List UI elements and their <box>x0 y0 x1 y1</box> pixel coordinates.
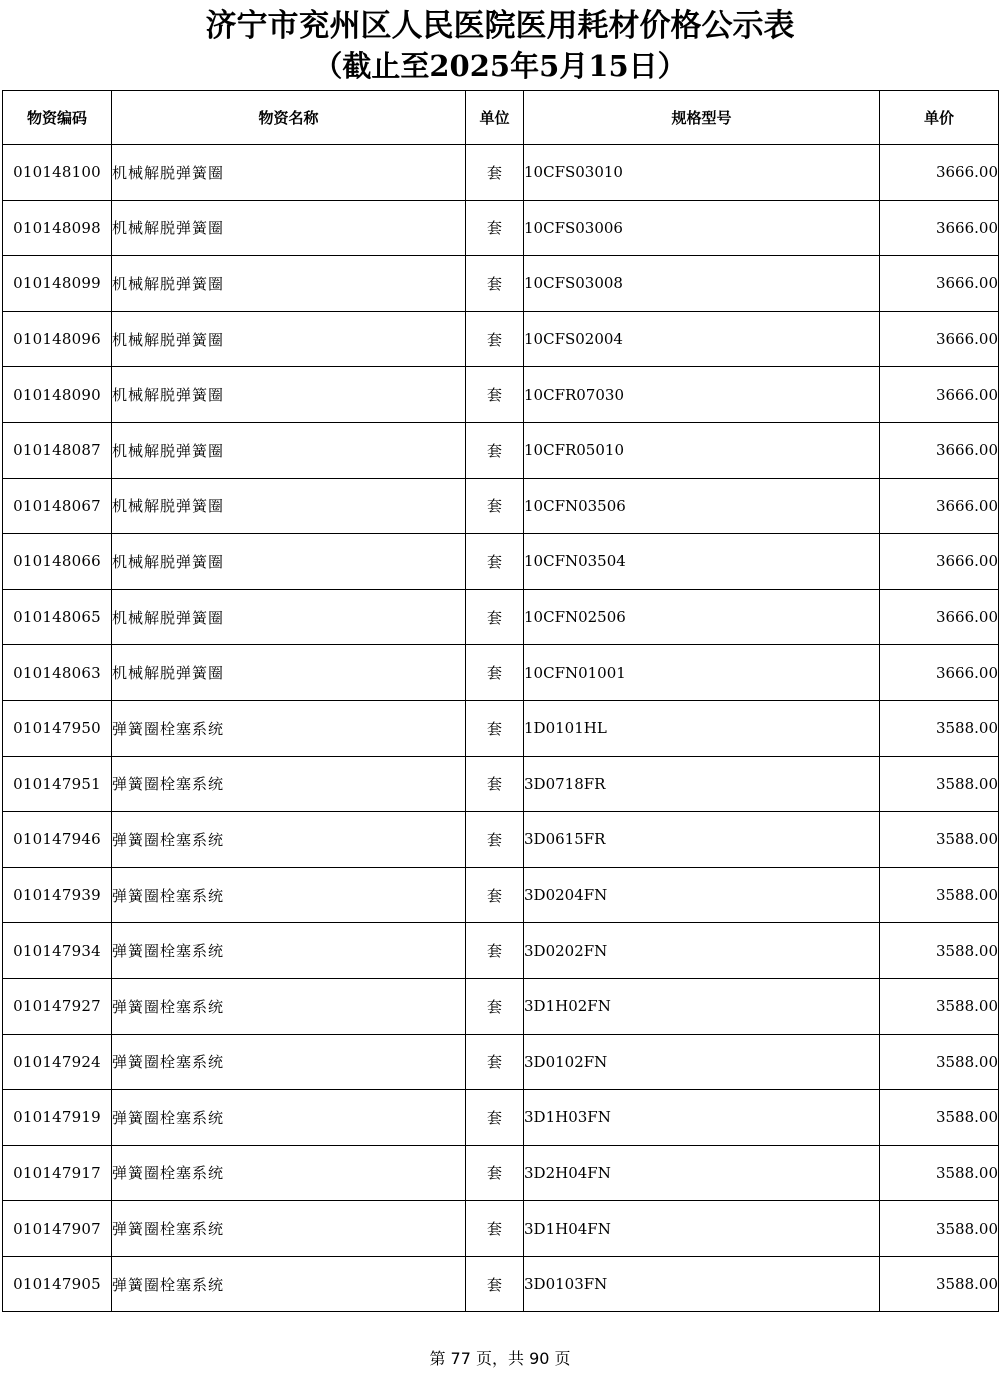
cell-name: 弹簧圈栓塞系统 <box>112 1034 466 1090</box>
table-row <box>3 256 999 312</box>
cell-name: 机械解脱弹簧圈 <box>112 645 466 701</box>
table-row <box>3 478 999 534</box>
cell-unit: 套 <box>466 923 524 979</box>
table-row <box>3 534 999 590</box>
cell-spec: 3D1H04FN <box>524 1201 880 1257</box>
cell-name: 机械解脱弹簧圈 <box>112 478 466 534</box>
cell-spec: 10CFR05010 <box>524 422 880 478</box>
cell-unit: 套 <box>466 367 524 423</box>
cell-spec: 3D0615FR <box>524 812 880 868</box>
cell-unit: 套 <box>466 256 524 312</box>
table-row <box>3 700 999 756</box>
cell-spec: 3D1H02FN <box>524 978 880 1034</box>
cell-price: 3666.00 <box>880 367 999 423</box>
cell-spec: 3D0103FN <box>524 1256 880 1312</box>
table-row <box>3 1256 999 1312</box>
cell-price: 3588.00 <box>880 923 999 979</box>
cell-code: 010148099 <box>3 256 112 312</box>
cell-unit: 套 <box>466 589 524 645</box>
table-row <box>3 145 999 201</box>
cell-name: 弹簧圈栓塞系统 <box>112 1090 466 1146</box>
cell-unit: 套 <box>466 311 524 367</box>
cell-spec: 10CFR07030 <box>524 367 880 423</box>
cell-spec: 3D0718FR <box>524 756 880 812</box>
cell-code: 010147907 <box>3 1201 112 1257</box>
cell-code: 010147934 <box>3 923 112 979</box>
cell-spec: 10CFS03006 <box>524 200 880 256</box>
cell-unit: 套 <box>466 700 524 756</box>
cell-unit: 套 <box>466 1201 524 1257</box>
cell-name: 机械解脱弹簧圈 <box>112 145 466 201</box>
cell-unit: 套 <box>466 1145 524 1201</box>
table-row <box>3 812 999 868</box>
cell-price: 3666.00 <box>880 534 999 590</box>
cell-code: 010148090 <box>3 367 112 423</box>
cell-spec: 3D2H04FN <box>524 1145 880 1201</box>
cell-name: 弹簧圈栓塞系统 <box>112 978 466 1034</box>
cell-unit: 套 <box>466 645 524 701</box>
cell-unit: 套 <box>466 1090 524 1146</box>
cell-price: 3666.00 <box>880 645 999 701</box>
cell-price: 3666.00 <box>880 200 999 256</box>
cell-price: 3588.00 <box>880 978 999 1034</box>
cell-name: 弹簧圈栓塞系统 <box>112 700 466 756</box>
cell-price: 3666.00 <box>880 145 999 201</box>
cell-name: 弹簧圈栓塞系统 <box>112 923 466 979</box>
table-row <box>3 867 999 923</box>
header-code: 物资编码 <box>3 91 112 145</box>
cell-price: 3588.00 <box>880 1201 999 1257</box>
table-row <box>3 645 999 701</box>
cell-unit: 套 <box>466 478 524 534</box>
cell-name: 机械解脱弹簧圈 <box>112 534 466 590</box>
table-row <box>3 1034 999 1090</box>
cell-name: 弹簧圈栓塞系统 <box>112 1201 466 1257</box>
cell-code: 010147946 <box>3 812 112 868</box>
cell-code: 010148067 <box>3 478 112 534</box>
cell-code: 010147927 <box>3 978 112 1034</box>
table-body <box>3 145 999 1312</box>
cell-code: 010147917 <box>3 1145 112 1201</box>
cell-code: 010147950 <box>3 700 112 756</box>
cell-unit: 套 <box>466 756 524 812</box>
table-row <box>3 923 999 979</box>
cell-name: 机械解脱弹簧圈 <box>112 589 466 645</box>
cell-name: 弹簧圈栓塞系统 <box>112 756 466 812</box>
cell-name: 机械解脱弹簧圈 <box>112 200 466 256</box>
cell-unit: 套 <box>466 978 524 1034</box>
cell-spec: 10CFN03506 <box>524 478 880 534</box>
price-table <box>2 90 999 1312</box>
cell-spec: 1D0101HL <box>524 700 880 756</box>
header-unit: 单位 <box>466 91 524 145</box>
cell-price: 3588.00 <box>880 1090 999 1146</box>
cell-unit: 套 <box>466 1034 524 1090</box>
cell-code: 010147939 <box>3 867 112 923</box>
cell-price: 3666.00 <box>880 589 999 645</box>
cell-price: 3666.00 <box>880 256 999 312</box>
cell-code: 010147919 <box>3 1090 112 1146</box>
cell-spec: 10CFN01001 <box>524 645 880 701</box>
header-name: 物资名称 <box>112 91 466 145</box>
cell-code: 010148087 <box>3 422 112 478</box>
table-row <box>3 200 999 256</box>
table-row <box>3 311 999 367</box>
table-row <box>3 1145 999 1201</box>
cell-price: 3588.00 <box>880 867 999 923</box>
cell-spec: 3D0204FN <box>524 867 880 923</box>
cell-code: 010148096 <box>3 311 112 367</box>
cell-price: 3588.00 <box>880 1034 999 1090</box>
cell-unit: 套 <box>466 534 524 590</box>
cell-code: 010148100 <box>3 145 112 201</box>
cell-unit: 套 <box>466 145 524 201</box>
cell-price: 3588.00 <box>880 700 999 756</box>
cell-price: 3666.00 <box>880 311 999 367</box>
table-row <box>3 367 999 423</box>
cell-spec: 3D1H03FN <box>524 1090 880 1146</box>
cell-code: 010148065 <box>3 589 112 645</box>
cell-price: 3666.00 <box>880 422 999 478</box>
header-price: 单价 <box>880 91 999 145</box>
cell-price: 3588.00 <box>880 1145 999 1201</box>
cell-price: 3588.00 <box>880 812 999 868</box>
cell-name: 机械解脱弹簧圈 <box>112 422 466 478</box>
table-row <box>3 589 999 645</box>
cell-spec: 10CFN02506 <box>524 589 880 645</box>
table-row <box>3 978 999 1034</box>
cell-name: 弹簧圈栓塞系统 <box>112 1256 466 1312</box>
cell-unit: 套 <box>466 812 524 868</box>
cell-unit: 套 <box>466 867 524 923</box>
cell-spec: 10CFS03008 <box>524 256 880 312</box>
cell-price: 3666.00 <box>880 478 999 534</box>
cell-spec: 3D0202FN <box>524 923 880 979</box>
cell-code: 010147924 <box>3 1034 112 1090</box>
cell-spec: 10CFN03504 <box>524 534 880 590</box>
cell-name: 弹簧圈栓塞系统 <box>112 867 466 923</box>
header-spec: 规格型号 <box>524 91 880 145</box>
cell-spec: 3D0102FN <box>524 1034 880 1090</box>
cell-code: 010148063 <box>3 645 112 701</box>
table-row <box>3 1201 999 1257</box>
cell-code: 010148066 <box>3 534 112 590</box>
cell-name: 弹簧圈栓塞系统 <box>112 1145 466 1201</box>
cell-unit: 套 <box>466 200 524 256</box>
page-subtitle: （截止至2025年5月15日） <box>313 49 687 83</box>
table-header-row <box>3 91 999 145</box>
cell-code: 010147905 <box>3 1256 112 1312</box>
cell-name: 弹簧圈栓塞系统 <box>112 812 466 868</box>
table-row <box>3 422 999 478</box>
cell-spec: 10CFS02004 <box>524 311 880 367</box>
table-row <box>3 1090 999 1146</box>
cell-name: 机械解脱弹簧圈 <box>112 256 466 312</box>
cell-unit: 套 <box>466 1256 524 1312</box>
cell-unit: 套 <box>466 422 524 478</box>
page-title: 济宁市兖州区人民医院医用耗材价格公示表 <box>205 8 795 44</box>
cell-name: 机械解脱弹簧圈 <box>112 367 466 423</box>
page-footer: 第 77 页，共 90 页 <box>429 1349 571 1368</box>
cell-price: 3588.00 <box>880 756 999 812</box>
cell-code: 010147951 <box>3 756 112 812</box>
cell-price: 3588.00 <box>880 1256 999 1312</box>
cell-code: 010148098 <box>3 200 112 256</box>
cell-name: 机械解脱弹簧圈 <box>112 311 466 367</box>
table-row <box>3 756 999 812</box>
cell-spec: 10CFS03010 <box>524 145 880 201</box>
